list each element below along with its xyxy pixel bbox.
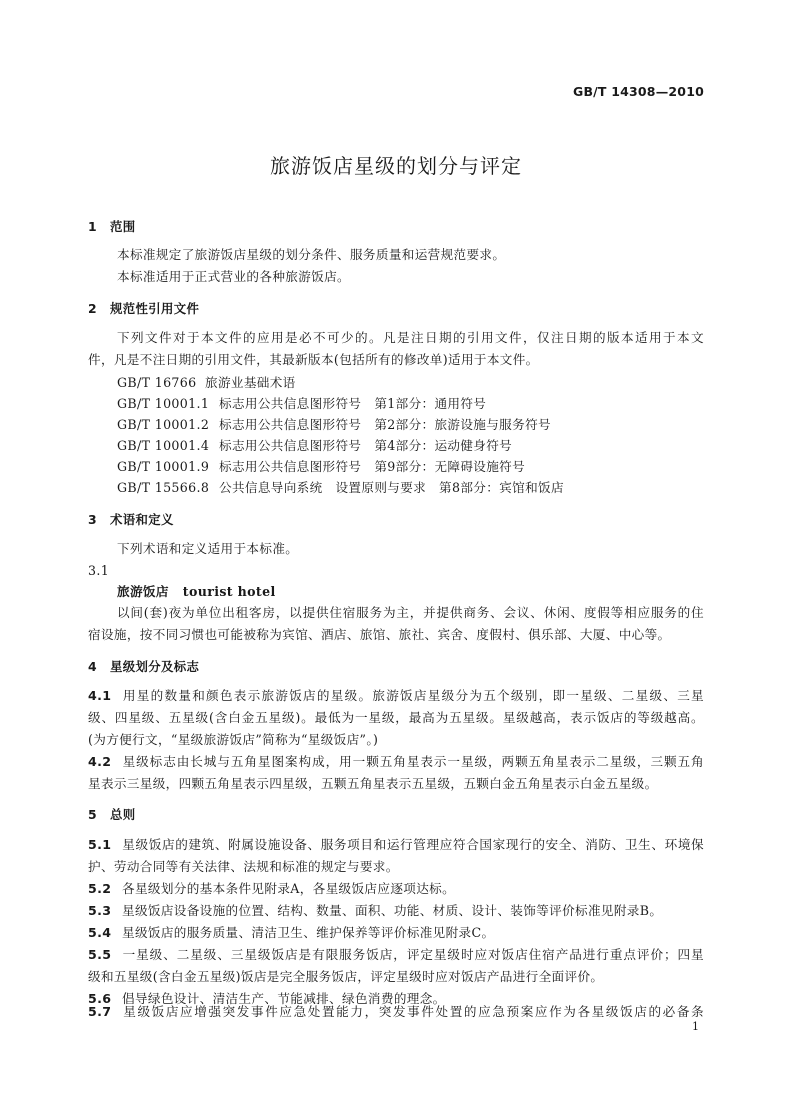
section-5-heading [88,806,704,823]
reference-code: GB/T 10001.1 [117,396,210,411]
clause-line [88,880,704,897]
section-3-heading [88,511,704,528]
clause-line: (为方便行文，“星级旅游饭店”简称为“星级饭店”。) [88,732,379,747]
clause-text: 星级饭店的服务质量、清洁卫生、维护保养等评价标准见附录C。 [122,925,495,940]
term-english: tourist hotel [182,584,276,599]
clause-number: 5.6 [88,991,112,1006]
reference-title: 标志用公共信息图形符号 第2部分：旅游设施与服务符号 [219,417,551,432]
section-number: 5 [88,807,97,822]
standard-code: GB/T 14308—2010 [572,84,704,99]
section-title: 术语和定义 [110,512,174,527]
clause-text: 星级标志由长城与五角星图案构成，用一颗五角星表示一星级，两颗五角星表示二星级，三颗五角 [122,754,704,769]
section-1-heading [88,218,704,235]
clause-number: 5.4 [88,925,112,940]
paragraph-line: 件，凡是不注日期的引用文件，其最新版本(包括所有的修改单)适用于本文件。 [88,352,539,367]
clause-line [88,924,704,941]
section-number: 4 [88,659,97,674]
term-entry [117,583,704,600]
clause-line: 护、劳动合同等有关法律、法规和标准的规定与要求。 [88,859,399,874]
section-title: 范围 [110,219,136,234]
clause-line: 星表示三星级，四颗五角星表示四星级，五颗五角星表示五星级，五颗白金五角星表示白金五星级。 [88,776,658,791]
term-number: 3.1 [88,563,110,578]
clause-line [88,687,704,704]
clause-line [88,836,704,853]
clause-text: 各星级划分的基本条件见附录A，各星级饭店应逐项达标。 [122,881,456,896]
clause-line [88,902,704,919]
section-title: 规范性引用文件 [110,301,200,316]
reference-item [117,458,704,475]
paragraph: 下列术语和定义适用于本标准。 [117,541,299,556]
paragraph: 本标准适用于正式营业的各种旅游饭店。 [117,269,350,284]
reference-item [117,374,704,391]
clause-number: 4.1 [88,688,112,703]
clause-text: 星级饭店应增强突发事件应急处置能力，突发事件处置的应急预案应作为各星级饭店的必备条 [122,1004,704,1019]
paragraph: 本标准规定了旅游饭店星级的划分条件、服务质量和运营规范要求。 [117,247,506,262]
reference-item [117,437,704,454]
document-title: 旅游饭店星级的划分与评定 [270,154,522,178]
clause-number: 5.7 [88,1004,112,1019]
paragraph-line: 以间(套)夜为单位出租客房，以提供住宿服务为主，并提供商务、会议、休闲、度假等相应服务的住 [117,605,704,620]
page-number: 1 [692,1020,699,1033]
section-number: 1 [88,219,97,234]
clause-text: 倡导绿色设计、清洁生产、节能减排、绿色消费的理念。 [122,991,446,1006]
reference-code: GB/T 10001.2 [117,417,210,432]
reference-item [117,479,704,496]
paragraph-line: 下列文件对于本文件的应用是必不可少的。凡是注日期的引用文件，仅注日期的版本适用于本文 [117,330,704,345]
clause-number: 5.3 [88,903,112,918]
clause-number: 5.5 [88,947,112,962]
clause-line [88,946,704,963]
reference-code: GB/T 10001.4 [117,438,210,453]
reference-title: 公共信息导向系统 设置原则与要求 第8部分：宾馆和饭店 [219,480,564,495]
reference-title: 标志用公共信息图形符号 第9部分：无障碍设施符号 [219,459,526,474]
reference-code: GB/T 15566.8 [117,480,210,495]
section-title: 总则 [110,807,136,822]
section-4-heading [88,658,704,675]
reference-title: 旅游业基础术语 [205,375,296,390]
clause-text: 用星的数量和颜色表示旅游饭店的星级。旅游饭店星级分为五个级别，即一星级、二星级、三星 [122,688,704,703]
clause-number: 4.2 [88,754,112,769]
clause-line: 级和五星级(含白金五星级)饭店是完全服务饭店，评定星级时应对饭店产品进行全面评价。 [88,969,604,984]
section-title: 星级划分及标志 [110,659,200,674]
reference-code: GB/T 16766 [117,375,197,390]
clause-number: 5.2 [88,881,112,896]
reference-item [117,395,704,412]
reference-item [117,416,704,433]
section-number: 2 [88,301,97,316]
clause-text: 星级饭店设备设施的位置、结构、数量、面积、功能、材质、设计、装饰等评价标准见附录B。 [122,903,663,918]
clause-number: 5.1 [88,837,112,852]
clause-line [88,753,704,770]
clause-line [88,1003,704,1020]
clause-line: 级、四星级、五星级(含白金五星级)。最低为一星级，最高为五星级。星级越高，表示饭店的等级越高。 [88,710,704,725]
reference-title: 标志用公共信息图形符号 第1部分：通用符号 [219,396,487,411]
reference-code: GB/T 10001.9 [117,459,210,474]
section-number: 3 [88,512,97,527]
clause-text: 一星级、二星级、三星级饭店是有限服务饭店，评定星级时应对饭店住宿产品进行重点评价；四星 [122,947,704,962]
section-2-heading [88,300,704,317]
term-chinese: 旅游饭店 [117,584,169,599]
reference-title: 标志用公共信息图形符号 第4部分：运动健身符号 [219,438,513,453]
paragraph-line: 宿设施，按不同习惯也可能被称为宾馆、酒店、旅馆、旅社、宾舍、度假村、俱乐部、大厦、中心等。 [88,627,671,642]
clause-text: 星级饭店的建筑、附属设施设备、服务项目和运行管理应符合国家现行的安全、消防、卫生、环境保 [122,837,704,852]
